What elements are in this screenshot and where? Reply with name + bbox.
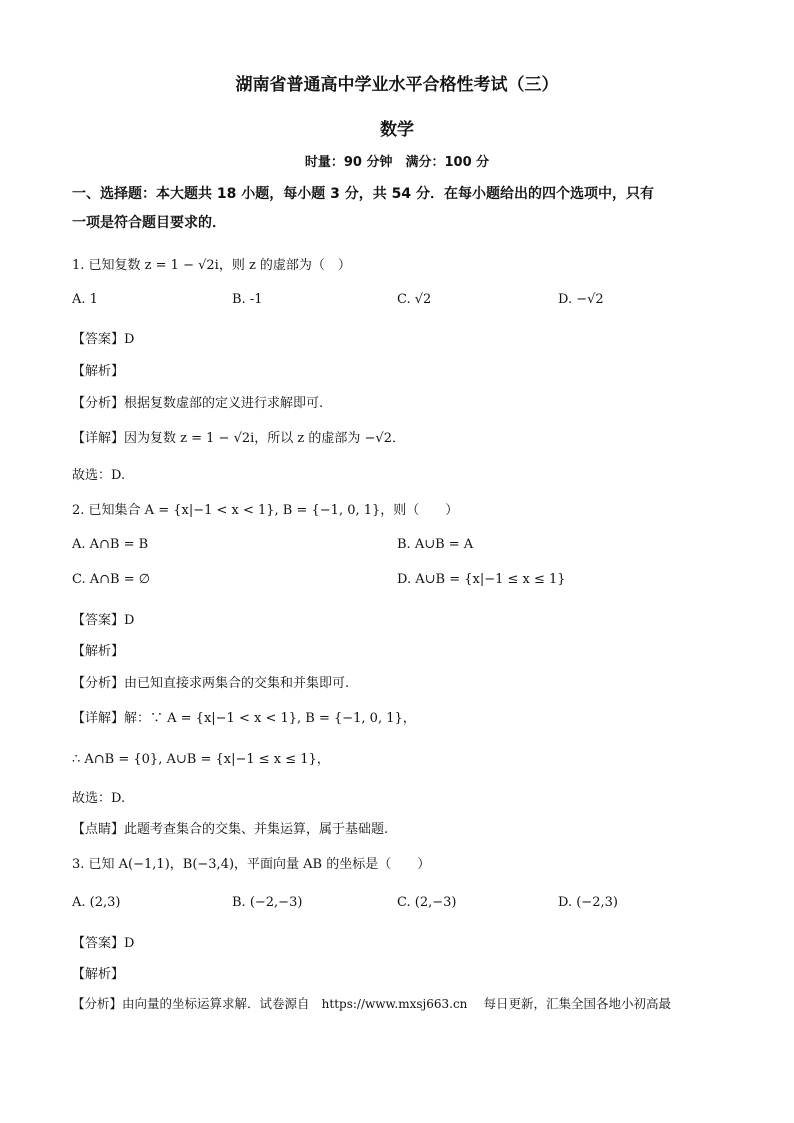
page-title: 湖南省普通高中学业水平合格性考试（三） xyxy=(235,75,559,95)
q2-xiangjie: 【详解】解：∵ A = {x|−1 < x < 1}, B = {−1, 0, 1}， xyxy=(72,711,416,726)
q1-option-a: A. 1 xyxy=(72,292,98,307)
q2-answer: 【答案】D xyxy=(72,613,135,628)
q1-option-b: B. -1 xyxy=(232,292,263,307)
q3-fenxi-text: 【分析】由向量的坐标运算求解．试卷源自 xyxy=(72,996,310,1011)
q1-jiexi: 【解析】 xyxy=(72,364,125,379)
section-heading-line2: 一项是符合题目要求的． xyxy=(72,215,226,231)
q2-option-a: A. A∩B = B xyxy=(72,537,149,552)
source-tail-text: 每日更新，汇集全国各地小初高最 xyxy=(483,996,672,1011)
q3-jiexi: 【解析】 xyxy=(72,967,125,982)
q3-stem: 3. 已知 A(−1,1)，B(−3,4)，平面向量 AB 的坐标是（ ） xyxy=(72,857,431,872)
q3-option-c: C. (2,−3) xyxy=(397,895,457,910)
q3-answer: 【答案】D xyxy=(72,936,135,951)
q2-jiexi: 【解析】 xyxy=(72,644,125,659)
section-heading-line1: 一、选择题：本大题共 18 小题，每小题 3 分，共 54 分．在每小题给出的四个选项中，只有 xyxy=(72,186,654,202)
q1-xiangjie: 【详解】因为复数 z = 1 − √2i，所以 z 的虚部为 −√2． xyxy=(72,431,405,446)
subject-title: 数学 xyxy=(380,120,414,140)
q2-option-d: D. A∪B = {x|−1 ≤ x ≤ 1} xyxy=(397,572,566,587)
q1-answer: 【答案】D xyxy=(72,332,135,347)
q1-stem: 1. 已知复数 z = 1 − √2i，则 z 的虚部为（ ） xyxy=(72,258,351,273)
q2-option-c: C. A∩B = ∅ xyxy=(72,572,151,587)
q2-stem: 2. 已知集合 A = {x|−1 < x < 1}, B = {−1, 0, 1}，则（ ） xyxy=(72,503,459,518)
q3-option-b: B. (−2,−3) xyxy=(232,895,303,910)
q2-therefore: ∴ A∩B = {0}, A∪B = {x|−1 ≤ x ≤ 1}， xyxy=(72,752,330,767)
q2-dianjing: 【点睛】此题考查集合的交集、并集运算，属于基础题. xyxy=(72,822,389,837)
q2-guxuan: 故选：D. xyxy=(72,791,126,806)
q2-option-b: B. A∪B = A xyxy=(397,537,474,552)
q1-fenxi: 【分析】根据复数虚部的定义进行求解即可. xyxy=(72,396,324,411)
q3-fenxi xyxy=(72,994,671,1012)
q3-option-a: A. (2,3) xyxy=(72,895,121,910)
exam-meta: 时量：90 分钟 满分：100 分 xyxy=(304,155,490,170)
q2-fenxi: 【分析】由已知直接求两集合的交集和并集即可. xyxy=(72,676,350,691)
q3-option-d: D. (−2,3) xyxy=(558,895,618,910)
source-url-link[interactable]: https://www.mxsj663.cn xyxy=(321,997,468,1011)
q1-option-d: D. −√2 xyxy=(558,292,604,307)
q1-option-c: C. √2 xyxy=(397,292,432,307)
q1-guxuan: 故选：D. xyxy=(72,468,126,483)
